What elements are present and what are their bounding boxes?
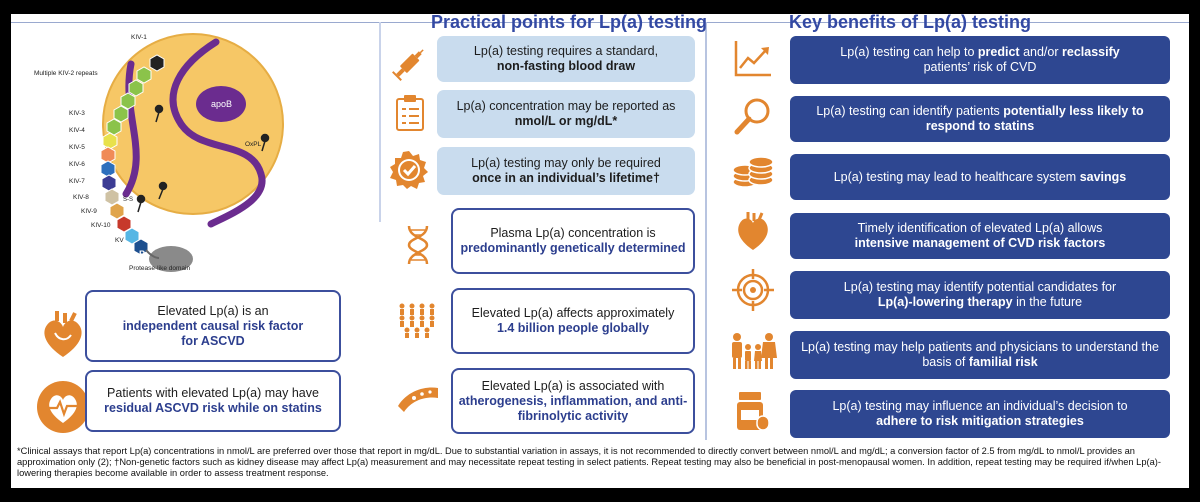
infographic [11,14,1189,488]
practical-box-units: Lp(a) concentration may be reported as nmol/L or mg/dL* [437,90,695,138]
label-kiv10: KIV-10 [91,222,111,229]
practical-box-blood-draw: Lp(a) testing requires a standard, non-fasting blood draw [437,36,695,82]
label-kiv1: KIV-1 [131,34,147,41]
left-box-text: Elevated Lp(a) is an independent causal risk factor for ASCVD [122,303,304,348]
benefit-box-adherence: Lp(a) testing may influence an individual’s decision to adhere to risk mitigation strategies [790,390,1170,438]
benefit-box-savings: Lp(a) testing may lead to healthcare system savings [790,154,1170,200]
label-oxpl: OxPL [245,141,262,148]
label-kiv2: Multiple KIV-2 repeats [34,70,98,77]
benefit-box-therapy: Lp(a) testing may identify potential candidates for Lp(a)-lowering therapy in the future [790,271,1170,319]
column-divider-left [379,22,381,222]
magnifier-icon [733,96,773,136]
label-kiv8: KIV-8 [73,194,89,201]
target-icon [732,269,774,311]
benefit-box-predict: Lp(a) testing can help to predict and/or reclassify patients’ risk of CVD [790,36,1170,84]
lpa-particle-diagram [31,24,351,286]
key-benefits-title: Key benefits of Lp(a) testing [789,14,1032,32]
middle-box-atherogenesis: Elevated Lp(a) is associated with atherogenesis, inflammation, and anti-fibrinolytic activity [451,368,695,434]
heart-anatomy-icon [35,307,91,363]
artery-icon [396,382,440,414]
checkmark-badge-icon [389,150,429,190]
trend-chart-icon [733,38,773,78]
heartbeat-icon [35,379,91,435]
label-kiv4: KIV-4 [69,127,85,134]
label-kiv3: KIV-3 [69,110,85,117]
syringe-icon [389,44,429,84]
left-box-causal-risk [85,290,341,362]
population-icon [396,302,438,338]
label-kiv9: KIV-9 [81,208,97,215]
middle-box-genetic: Plasma Lp(a) concentration is predominantly genetically determined [451,208,695,274]
dna-icon [403,224,433,266]
medication-icon [735,390,771,432]
label-kiv7: KIV-7 [69,178,85,185]
benefit-box-statins: Lp(a) testing can identify patients potentially less likely to respond to statins [790,96,1170,142]
clipboard-icon [394,94,426,132]
benefit-box-management: Timely identification of elevated Lp(a) allows intensive management of CVD risk factors [790,213,1170,259]
left-box-residual-risk: Patients with elevated Lp(a) may have residual ASCVD risk while on statins [85,370,341,432]
footnote: *Clinical assays that report Lp(a) concentrations in nmol/L are preferred over those that report in mg/dL. Due to substantial variation in assays, it is not recommended to directly convert between nmol/L and mg/dL; a conversion factor of 2.5 from mg/dL to nmol/L provides an approximation only (2); †Non-genetic factors such as kidney disease may affect Lp(a) measurement and may necessitate repeat testing in select patients. Repeat testing may also be beneficial in post-menopausal women. In addition, repeat testing may be required if/when Lp(a)-lowering therapies become available in order to assess treatment response. [17,446,1161,478]
column-divider [705,22,707,440]
practical-points-title: Practical points for Lp(a) testing [431,14,708,32]
label-kiv5: KIV-5 [69,144,85,151]
family-icon [727,332,779,370]
label-kv: KV [115,237,124,244]
benefit-box-familial: Lp(a) testing may help patients and physicians to understand the basis of familial risk [790,331,1170,379]
label-kiv6: KIV-6 [69,161,85,168]
label-apob: apoB [211,99,233,109]
practical-box-once: Lp(a) testing may only be required once in an individual’s lifetime† [437,147,695,195]
label-p: P [139,249,146,259]
label-ss: S-S [123,197,134,203]
heart-icon [734,210,772,252]
coins-icon [731,154,775,190]
middle-box-population: Elevated Lp(a) affects approximately 1.4 billion people globally [451,288,695,354]
label-protease: Protease-like domain [129,265,191,272]
